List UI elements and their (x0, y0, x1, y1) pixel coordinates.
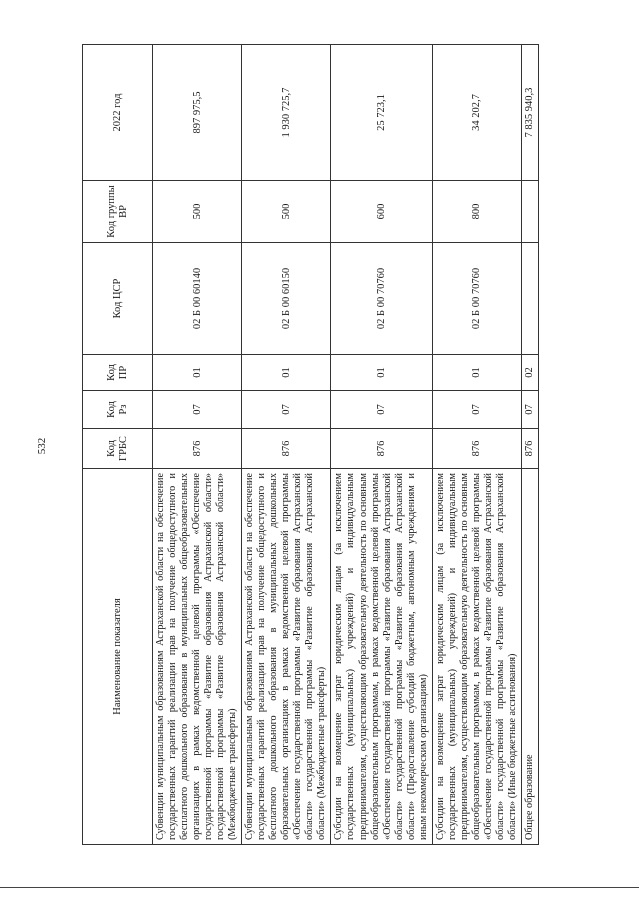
header-pr: Код ПР (83, 355, 153, 391)
budget-table (82, 44, 539, 845)
table-header-row (83, 45, 153, 845)
header-name: Наименование показателя (83, 469, 153, 845)
row-rz: 07 (153, 391, 242, 429)
row-name: Субсидии на возмещение затрат юридическим лицам (за исключением государственных (муниципальных) учреждений) и индивидуальным предпринимателям, осуществляющим образовательную деятельность по основным общеобразовательным программам, в рамках ведомственной целевой программы «Обеспечение государственной программы «Развитие образования Астраханской области» государственной программы «Развитие образования Астраханской области» (Иные бюджетные ассигнования) (432, 469, 521, 845)
table-row (153, 45, 242, 845)
rotated-page-area (82, 45, 536, 845)
row-vr (521, 181, 538, 243)
row-vr: 800 (432, 181, 521, 243)
row-vr: 600 (331, 181, 432, 243)
table-row (242, 45, 331, 845)
row-amount: 25 723,1 (331, 45, 432, 181)
page-number: 532 (36, 437, 48, 455)
row-name: Общее образование (521, 469, 538, 845)
row-name: Субвенции муниципальным образованиям Астраханской области на обеспечение государственных гарантий реализации прав на получение общедоступного и бесплатного дошкольного образования в муниципальных общеобразовательных организациях в рамках ведомственной целевой программы «Обеспечение государственной программы «Развитие образования Астраханской области» государственной программы «Развитие образования Астраханской области» (Межбюджетные трансферты) (153, 469, 242, 845)
header-vr: Код группы ВР (83, 181, 153, 243)
row-pr: 01 (331, 355, 432, 391)
row-vr: 500 (242, 181, 331, 243)
row-grbs: 876 (153, 429, 242, 469)
row-name: Субсидии на возмещение затрат юридическим лицам (за исключением государственных (муниципальных) учреждений) и индивидуальным предпринимателям, осуществляющим образовательную деятельность по основным общеобразовательным программам, в рамках ведомственной целевой программы «Обеспечение государственной программы «Развитие образования Астраханской области» государственной программы «Развитие образования Астраханской области» (Предоставление субсидий бюджетным, автономным учреждениям и иным некоммерческим организациям) (331, 469, 432, 845)
header-year: 2022 год (83, 45, 153, 181)
header-grbs: Код ГРБС (83, 429, 153, 469)
row-rz: 07 (521, 391, 538, 429)
row-amount: 34 202,7 (432, 45, 521, 181)
row-rz: 07 (432, 391, 521, 429)
table-row (432, 45, 521, 845)
row-csr: 02 Б 00 70760 (432, 243, 521, 355)
row-pr: 01 (153, 355, 242, 391)
row-csr: 02 Б 00 60140 (153, 243, 242, 355)
row-pr: 01 (242, 355, 331, 391)
row-csr: 02 Б 00 60150 (242, 243, 331, 355)
header-rz: Код Рз (83, 391, 153, 429)
row-grbs: 876 (242, 429, 331, 469)
budget-table-container (82, 45, 536, 845)
row-grbs: 876 (331, 429, 432, 469)
row-grbs: 876 (432, 429, 521, 469)
row-pr: 01 (432, 355, 521, 391)
row-rz: 07 (331, 391, 432, 429)
row-rz: 07 (242, 391, 331, 429)
row-csr: 02 Б 00 70760 (331, 243, 432, 355)
row-grbs: 876 (521, 429, 538, 469)
bottom-rule (0, 887, 639, 888)
row-csr (521, 243, 538, 355)
row-name: Субвенции муниципальным образованиям Астраханской области на обеспечение государственных гарантий реализации прав на получение общедоступного и бесплатного дошкольного образования в муниципальных дошкольных образовательных организациях в рамках ведомственной целевой программы «Обеспечение государственной программы «Развитие образования Астраханской области» государственной программы «Развитие образования Астраханской области» (Межбюджетные трансферты) (242, 469, 331, 845)
header-csr: Код ЦСР (83, 243, 153, 355)
row-amount: 7 835 940,3 (521, 45, 538, 181)
row-vr: 500 (153, 181, 242, 243)
table-row (331, 45, 432, 845)
row-amount: 897 975,5 (153, 45, 242, 181)
table-row (521, 45, 538, 845)
row-amount: 1 930 725,7 (242, 45, 331, 181)
row-pr: 02 (521, 355, 538, 391)
